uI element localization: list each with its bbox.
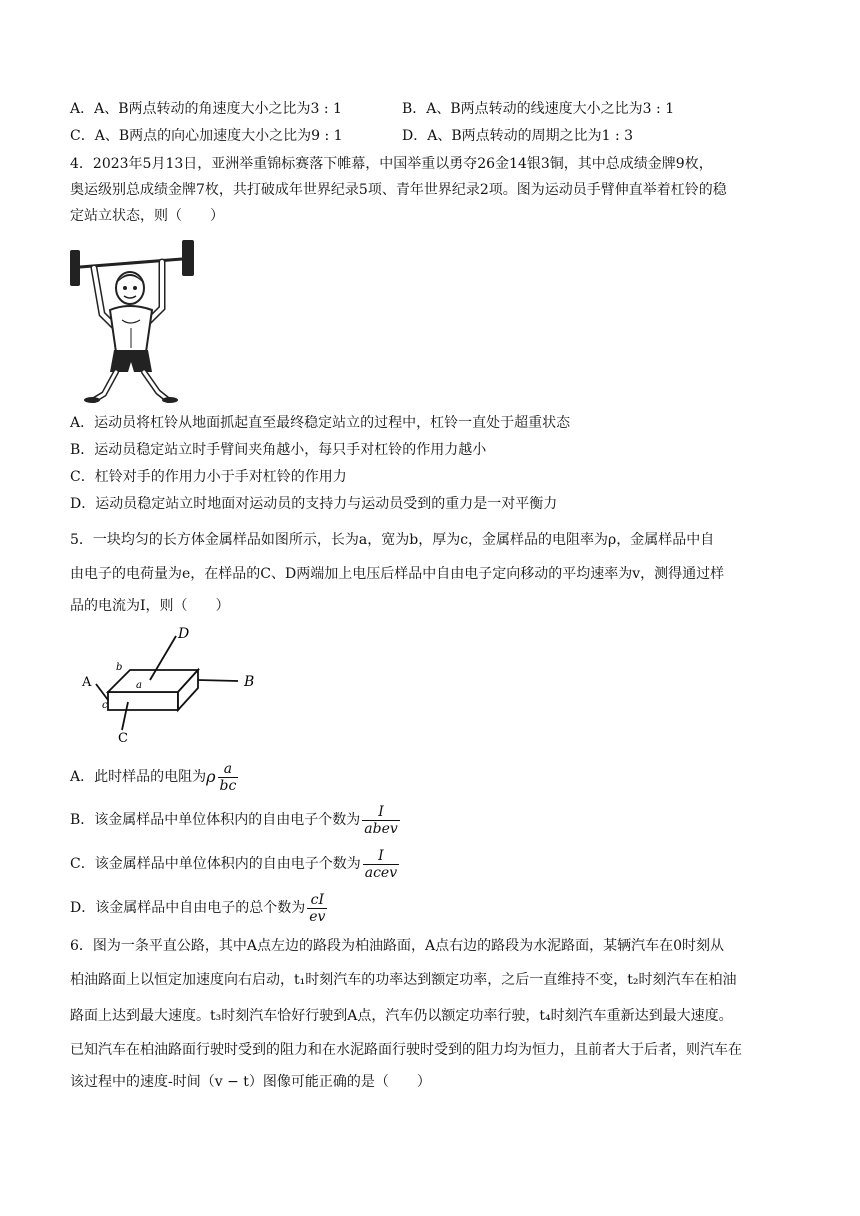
- q5-option-c-text: C．该金属样品中单位体积内的自由电子个数为: [70, 856, 361, 872]
- label-a: A: [82, 675, 92, 690]
- barbell-left-plate: [70, 250, 80, 286]
- label-thickness-c: c: [102, 700, 108, 711]
- weightlifter-figure: [66, 234, 198, 404]
- q5-stem-line-3: 品的电流为I，则（ ）: [70, 598, 230, 614]
- q5-option-b-fraction: $\frac{I}{\text{abev}}$: [364, 803, 398, 837]
- q5-option-b-text: B．该金属样品中单位体积内的自由电子个数为: [70, 812, 361, 828]
- q6-stem-line-2: 柏油路面上以恒定加速度向右启动，t₁时刻汽车的功率达到额定功率，之后一直维持不变，t₂时刻汽车在柏油: [70, 972, 737, 988]
- head: [116, 272, 144, 304]
- label-b: B: [244, 674, 255, 690]
- q6-stem-line-5: 该过程中的速度-时间（v − t）图像可能正确的是（ ）: [70, 1074, 431, 1090]
- q5-option-c[interactable]: [70, 845, 401, 883]
- q4-option-b[interactable]: B．运动员稳定站立时手臂间夹角越小，每只手对杠铃的作用力越小: [70, 442, 487, 458]
- label-d: D: [178, 626, 190, 642]
- q5-stem-line-2: 由电子的电荷量为e，在样品的C、D两端加上电压后样品中自由电子定向移动的平均速率为v，测得通过样: [70, 566, 725, 582]
- q3-option-c[interactable]: C．A、B两点的向心加速度大小之比为9 : 1: [70, 128, 343, 144]
- q3-option-d[interactable]: D．A、B两点转动的周期之比为1 : 3: [402, 128, 634, 144]
- q5-option-c-fraction: $\frac{I}{\text{acev}}$: [364, 847, 398, 881]
- q5-stem-line-1: 5．一块均匀的长方体金属样品如图所示，长为a，宽为b，厚为c，金属样品的电阻率为ρ，金属样品中自: [70, 532, 715, 548]
- q4-stem-line-1: 4．2023年5月13日，亚洲举重锦标赛落下帷幕，中国举重以勇夺26金14银3铜，其中总成绩金牌9枚，: [70, 156, 713, 172]
- label-length-a: a: [136, 680, 142, 691]
- q5-option-a[interactable]: [70, 758, 240, 796]
- q4-stem-line-3: 定站立状态，则（ ）: [70, 208, 224, 224]
- q4-option-c[interactable]: C．杠铃对手的作用力小于手对杠铃的作用力: [70, 469, 347, 485]
- terminal-a-wire: [96, 684, 108, 700]
- q5-option-a-fraction: $\frac{a}{bc}$: [219, 760, 237, 794]
- rho-symbol: ρ: [206, 767, 216, 786]
- label-c: C: [118, 731, 128, 746]
- q5-option-d-fraction: $\frac{cI}{ev}$: [309, 891, 326, 925]
- barbell-right-plate: [182, 240, 194, 276]
- q5-option-a-text: A．此时样品的电阻为: [70, 769, 207, 785]
- shorts: [110, 350, 152, 372]
- q5-option-d-text: D．该金属样品中自由电子的总个数为: [70, 900, 306, 916]
- q4-stem-line-2: 奥运级别总成绩金牌7枚，共打破成年世界纪录5项、青年世界纪录2项。图为运动员手臂伸直举着杠铃的稳: [70, 182, 727, 198]
- q3-option-b[interactable]: B．A、B两点转动的线速度大小之比为3 : 1: [402, 101, 675, 117]
- q6-stem-line-4: 已知汽车在柏油路面行驶时受到的阻力和在水泥路面行驶时受到的阻力均为恒力，且前者大于后者，则汽车在: [70, 1042, 742, 1058]
- terminal-b-wire: [198, 680, 238, 681]
- sample-front-face: [108, 692, 178, 710]
- label-width-b: b: [116, 662, 123, 673]
- q5-option-d[interactable]: [70, 889, 329, 927]
- q5-option-b[interactable]: [70, 801, 402, 839]
- q6-stem-line-1: 6．图为一条平直公路，其中A点左边的路段为柏油路面，A点右边的路段为水泥路面，某辆汽车在0时刻从: [70, 938, 725, 954]
- q4-option-a[interactable]: A．运动员将杠铃从地面抓起直至最终稳定站立的过程中，杠铃一直处于超重状态: [70, 415, 571, 431]
- q6-stem-line-3: 路面上达到最大速度。t₃时刻汽车恰好行驶到A点，汽车仍以额定功率行驶，t₄时刻汽车重新达到最大速度。: [70, 1008, 733, 1024]
- q3-option-a[interactable]: A．A、B两点转动的角速度大小之比为3 : 1: [70, 101, 342, 117]
- q4-option-d[interactable]: D．运动员稳定站立时地面对运动员的支持力与运动员受到的重力是一对平衡力: [70, 496, 558, 512]
- metal-sample-figure: [78, 626, 268, 746]
